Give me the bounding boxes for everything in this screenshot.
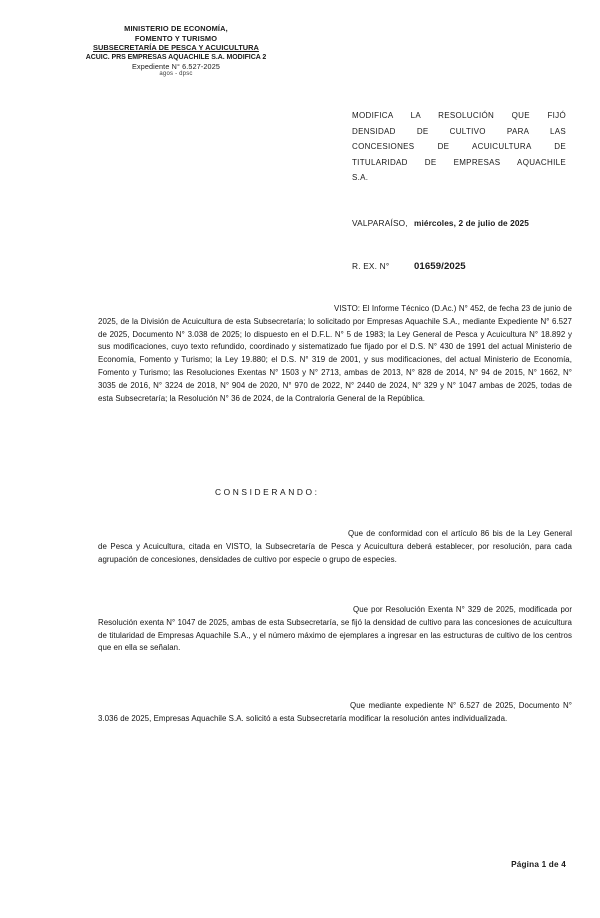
letterhead [42,24,310,79]
c1-text: de la Ley General de Pesca y Acuicultura, citada en VISTO, la Subsecretaría de Pesca y Acuicultura deberá establecer, por resolución, para cada agrupación de concesiones, densidades de cultivo por especie o grupo de especies. [98,529,572,564]
c3-text: 2025, Documento N° 3.036 de 2025, Empresas Aquachile S.A. solicitó a esta Subsecretaría modificar la resolución antes individualizada. [98,701,572,723]
subject-line-4: TITULARIDAD DE EMPRESAS AQUACHILE [352,157,566,167]
subsecretaria-line: SUBSECRETARÍA DE PESCA Y ACUICULTURA [93,43,259,53]
subject-line-3: CONCESIONES DE ACUICULTURA DE [352,142,566,152]
subject-line-5: S.A. [352,173,369,183]
considerando-paragraph-2 [98,604,572,655]
expediente-line: Expediente N° 6.527-2025 [132,61,220,71]
c1-lead: Que de conformidad con el artículo 86 bis [348,529,503,538]
place-date-row [352,218,529,228]
ministry-line-2: FOMENTO Y TURISMO [134,33,218,43]
visto-lead: VISTO: El Informe Técnico (D.Ac.) N° 452, de [334,304,497,313]
file-subject-line: ACUIC. PRS EMPRESAS AQUACHILE S.A. MODIFICA 2 [85,53,267,61]
visto-paragraph [98,303,572,405]
place-label: VALPARAÍSO, [352,218,408,228]
initials-line: agos - dpsc [159,71,193,78]
visto-text: fecha 23 de junio de 2025, de la División de Acuicultura de esta Subsecretaría; lo solicitado por Empresas Aquachile S.A., mediante Expediente N° 6.527 de 2025, Documento N° 3.038 de 2025; lo dispuesto en el D.F.L. N° 5 de 1983; la Ley General de Pesca y Acuicultura N° 18.892 y sus modificaciones, cuyo texto refundido, coordinado y sistematizado fue fijado por el D.S. N° 430 de 1991 del actual Ministerio de Economía, Fomento y Turismo; la Ley 19.880; el D.S. N° 319 de 2001, y sus modificaciones, del actual Ministerio de Economía, Fomento y Turismo; las Resoluciones Exentas N° 1503 y N° 2713, ambas de 2013, N° 828 de 2014, N° 94 de 2015, N° 1662, N° 3035 de 2016, N° 3224 de 2018, N° 904 de 2020, N° 970 de 2022, N° 2440 de 2024, N° 329 y N° 1047 ambas de 2025, todas de esta Subsecretaría; la Resolución N° 36 de 2024, de la Contraloría General de la República. [98,304,573,403]
subject-line-2: DENSIDAD DE CULTIVO PARA LAS [352,126,566,136]
c3-lead: Que mediante expediente N° 6.527 de [350,701,492,710]
resolution-number-row [352,261,466,272]
considerando-paragraph-3 [98,700,572,726]
considerando-paragraph-1 [98,528,572,566]
resolution-number: 01659/2025 [414,261,466,272]
subject-line-1: MODIFICA LA RESOLUCIÓN QUE FIJÓ [352,111,566,120]
date-value: miércoles, 2 de julio de 2025 [414,218,529,228]
resolution-subject-block [352,108,566,186]
resolution-label: R. EX. N° [352,261,390,271]
c2-text: 2025, modificada por Resolución exenta N° 1047 de 2025, ambas de esta Subsecretaría, se fijó la densidad de cultivo para las concesiones de acuicultura de titularidad de Empresas Aquachile S.A., y el número máximo de ejemplares a ingresar en las estructuras de cultivo de los centros que en ella se señalan. [98,605,572,653]
page-footer: Página 1 de 4 [511,860,566,869]
c2-lead: Que por Resolución Exenta N° 329 de [353,605,493,614]
ministry-line-1: MINISTERIO DE ECONOMÍA, [124,24,228,33]
considerando-heading: CONSIDERANDO: [215,487,320,497]
